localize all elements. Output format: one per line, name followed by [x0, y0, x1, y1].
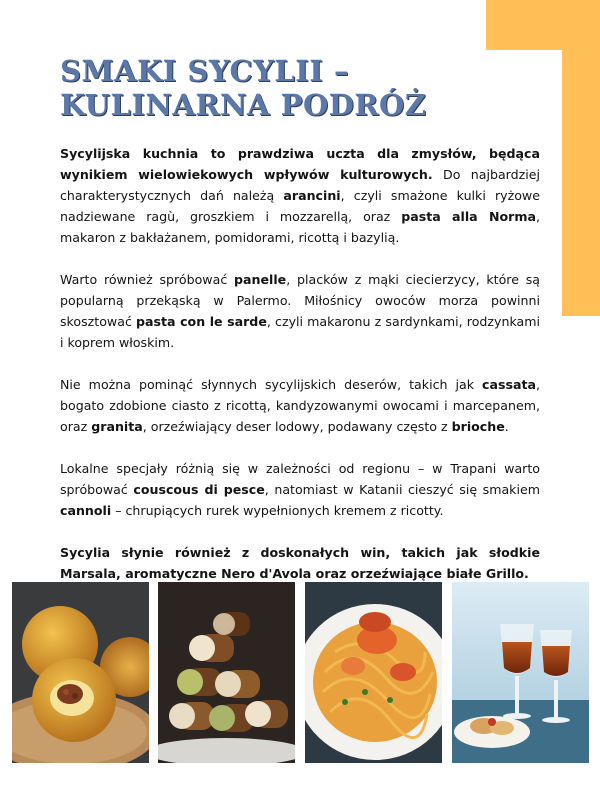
p3-text-1: Nie można pominąć słynnych sycylijskich deserów, takich jak [60, 377, 482, 392]
accent-block-side [562, 50, 600, 316]
paragraph-3 [60, 374, 540, 437]
paragraph-1 [60, 143, 540, 248]
p3-text-4: . [504, 419, 509, 434]
p4-dish-couscous-di-pesce: couscous di pesce [133, 482, 265, 497]
title-line-1: SMAKI SYCYLII – [60, 54, 349, 88]
photo-pasta-seafood [305, 582, 442, 763]
photo-cannoli [158, 582, 295, 763]
p2-dish-panelle: panelle [234, 272, 287, 287]
paragraph-5 [60, 542, 540, 584]
photo-marsala-wine [452, 582, 589, 763]
title-line-2: KULINARNA PODRÓŻ [60, 88, 427, 122]
p3-text-2: , bogato zdobione ciasto z ricottą, kandyzowanymi owocami i marcepanem, oraz [60, 377, 540, 434]
page-title [60, 54, 426, 122]
photo-strip [12, 582, 588, 763]
p2-text-3: , czyli makaronu z sardynkami, rodzynkami i koprem włoskim. [60, 314, 541, 350]
p3-dish-granita: granita [91, 419, 143, 434]
p1-text-1: Do najbardziej charakterystycznych dań należą [60, 167, 540, 203]
photo-arancini [12, 582, 149, 763]
p1-text-3: , makaron z bakłażanem, pomidorami, ricottą i bazylią. [60, 209, 541, 245]
paragraph-2 [60, 269, 540, 353]
p3-dish-cassata: cassata [482, 377, 536, 392]
p4-dish-cannoli: cannoli [60, 503, 112, 518]
p3-dish-brioche: brioche [451, 419, 505, 434]
p4-text-2: , natomiast w Katanii cieszyć się smakiem [264, 482, 540, 497]
p1-dish-arancini: arancini [283, 188, 341, 203]
p1-lead: Sycylijska kuchnia to prawdziwa uczta dla zmysłów, będąca wynikiem wielowiekowych wpływów kulturowych. [60, 146, 540, 182]
p1-text-2: , czyli smażone kulki ryżowe nadziewane ragù, groszkiem i mozzarellą, oraz [60, 188, 540, 224]
accent-block-top [486, 0, 600, 50]
p3-text-3: , orzeźwiający deser lodowy, podawany często z [142, 419, 452, 434]
p5-wines: Sycylia słynie również z doskonałych win, takich jak słodkie Marsala, aromatyczne Nero d'Avola oraz orzeźwiające białe Grillo. [60, 545, 540, 581]
p2-text-1: Warto również spróbować [60, 272, 235, 287]
p2-dish-pasta-con-le-sarde: pasta con le sarde [136, 314, 267, 329]
p2-text-2: , placków z mąki ciecierzycy, które są popularną przekąską w Palermo. Miłośnicy owoców morza powinni skosztować [60, 272, 540, 329]
p4-text-3: – chrupiących rurek wypełnionych kremem z ricotty. [111, 503, 444, 518]
p1-dish-pasta-alla-norma: pasta alla Norma [401, 209, 536, 224]
paragraph-4 [60, 458, 540, 521]
article-body [60, 143, 540, 605]
p4-text-1: Lokalne specjały różnią się w zależności od regionu – w Trapani warto spróbować [60, 461, 540, 497]
